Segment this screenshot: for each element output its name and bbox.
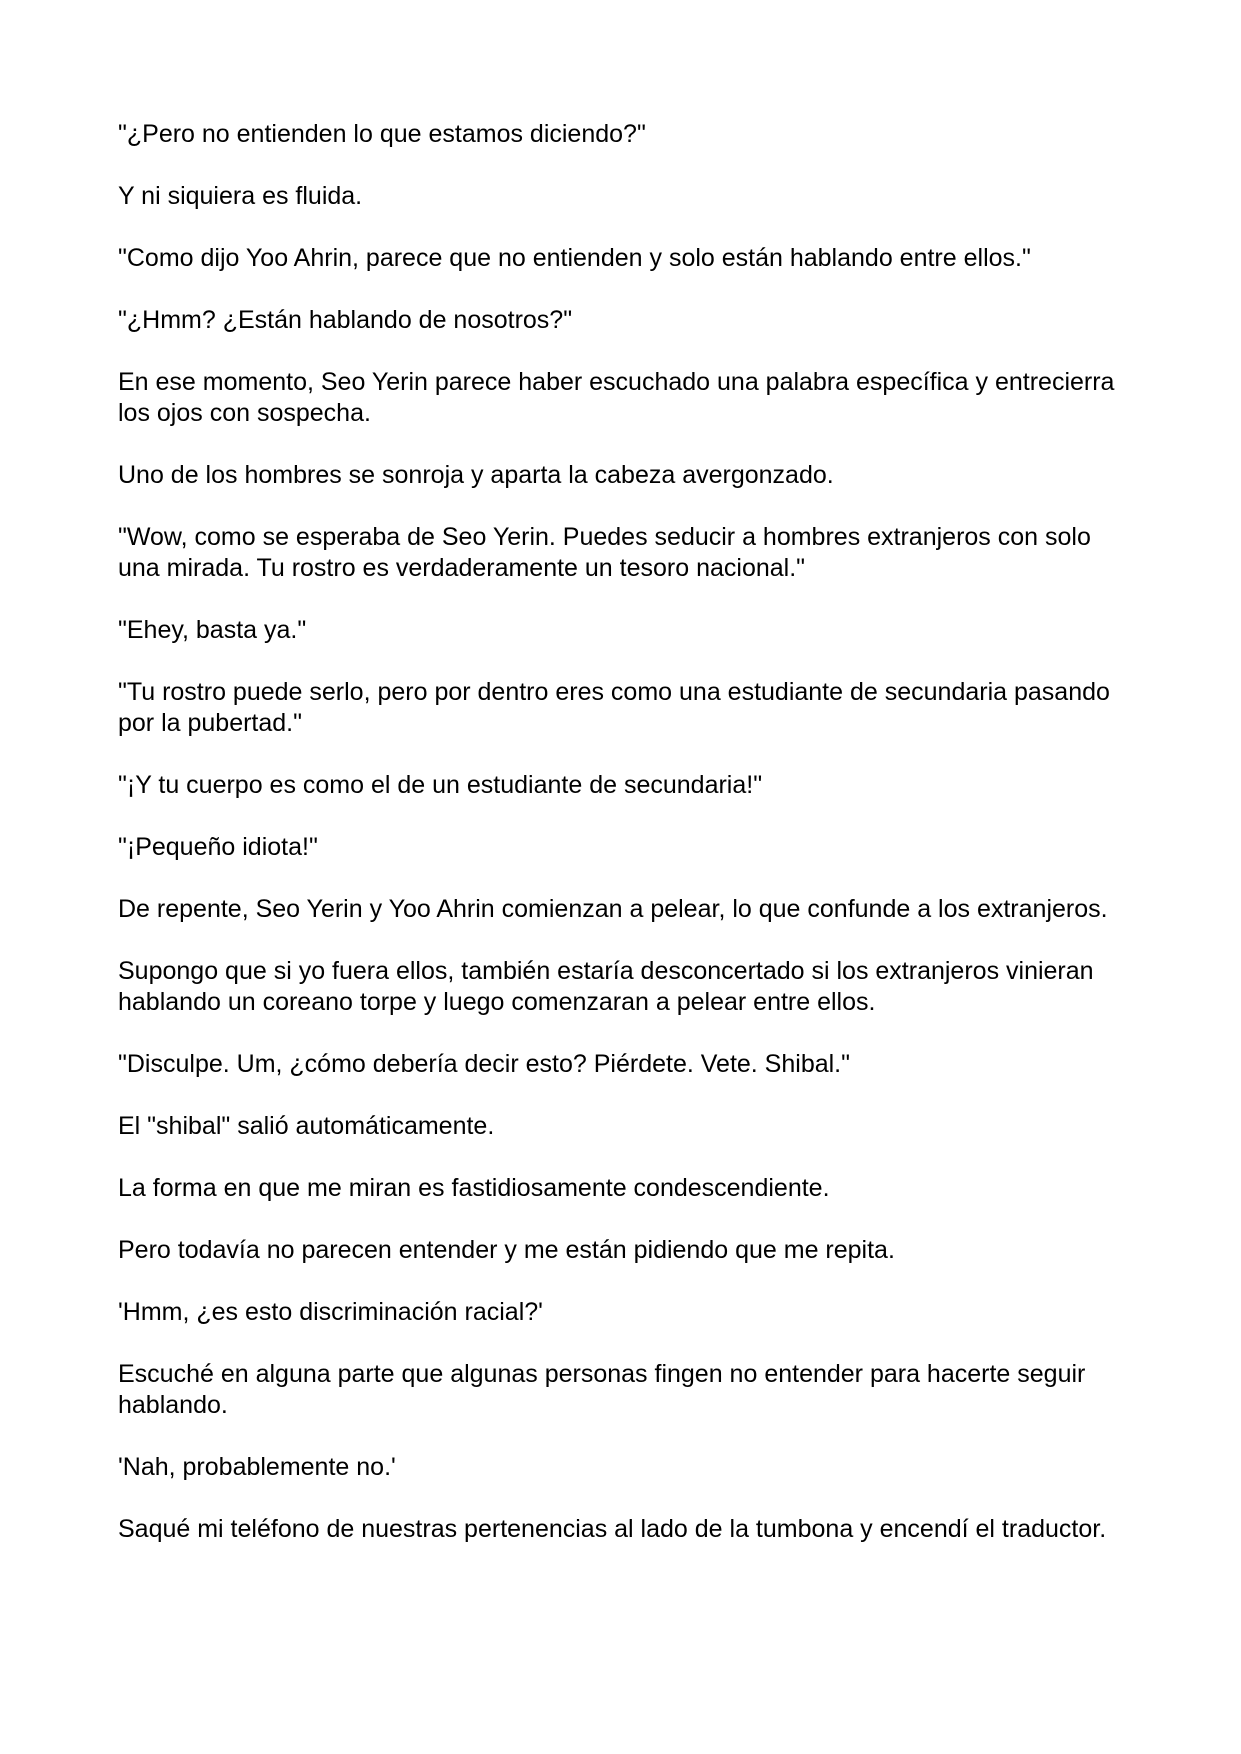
paragraph: Y ni siquiera es fluida.	[118, 182, 363, 210]
paragraph: Uno de los hombres se sonroja y aparta la cabeza avergonzado.	[118, 461, 834, 489]
paragraph: Pero todavía no parecen entender y me están pidiendo que me repita.	[118, 1236, 895, 1264]
paragraph: 'Nah, probablemente no.'	[118, 1453, 396, 1481]
paragraph: 'Hmm, ¿es esto discriminación racial?'	[118, 1298, 543, 1326]
paragraph: Escuché en alguna parte que algunas personas fingen no entender para hacerte seguir hablando.	[118, 1360, 1086, 1419]
paragraph: "Tu rostro puede serlo, pero por dentro eres como una estudiante de secundaria pasando por la pubertad."	[118, 678, 1110, 737]
paragraph: En ese momento, Seo Yerin parece haber escuchado una palabra específica y entrecierra los ojos con sospecha.	[118, 368, 1115, 427]
paragraph: "Como dijo Yoo Ahrin, parece que no entienden y solo están hablando entre ellos."	[118, 244, 1031, 272]
document-body	[118, 119, 1128, 1576]
paragraph: Supongo que si yo fuera ellos, también estaría desconcertado si los extranjeros vinieran hablando un coreano torpe y luego comenzaran a pelear entre ellos.	[118, 957, 1094, 1016]
paragraph: "¡Y tu cuerpo es como el de un estudiante de secundaria!"	[118, 771, 763, 799]
paragraph: "¿Hmm? ¿Están hablando de nosotros?"	[118, 306, 573, 334]
paragraph: "Disculpe. Um, ¿cómo debería decir esto? Piérdete. Vete. Shibal."	[118, 1050, 850, 1078]
paragraph: "¡Pequeño idiota!"	[118, 833, 318, 861]
paragraph: El "shibal" salió automáticamente.	[118, 1112, 495, 1140]
paragraph: "Ehey, basta ya."	[118, 616, 307, 644]
paragraph: "¿Pero no entienden lo que estamos diciendo?"	[118, 120, 646, 148]
paragraph: Saqué mi teléfono de nuestras pertenencias al lado de la tumbona y encendí el traductor.	[118, 1515, 1107, 1543]
paragraph: La forma en que me miran es fastidiosamente condescendiente.	[118, 1174, 830, 1202]
paragraph: De repente, Seo Yerin y Yoo Ahrin comienzan a pelear, lo que confunde a los extranjeros.	[118, 895, 1108, 923]
paragraph: "Wow, como se esperaba de Seo Yerin. Puedes seducir a hombres extranjeros con solo una mirada. Tu rostro es verdaderamente un tesoro nacional."	[118, 523, 1091, 582]
